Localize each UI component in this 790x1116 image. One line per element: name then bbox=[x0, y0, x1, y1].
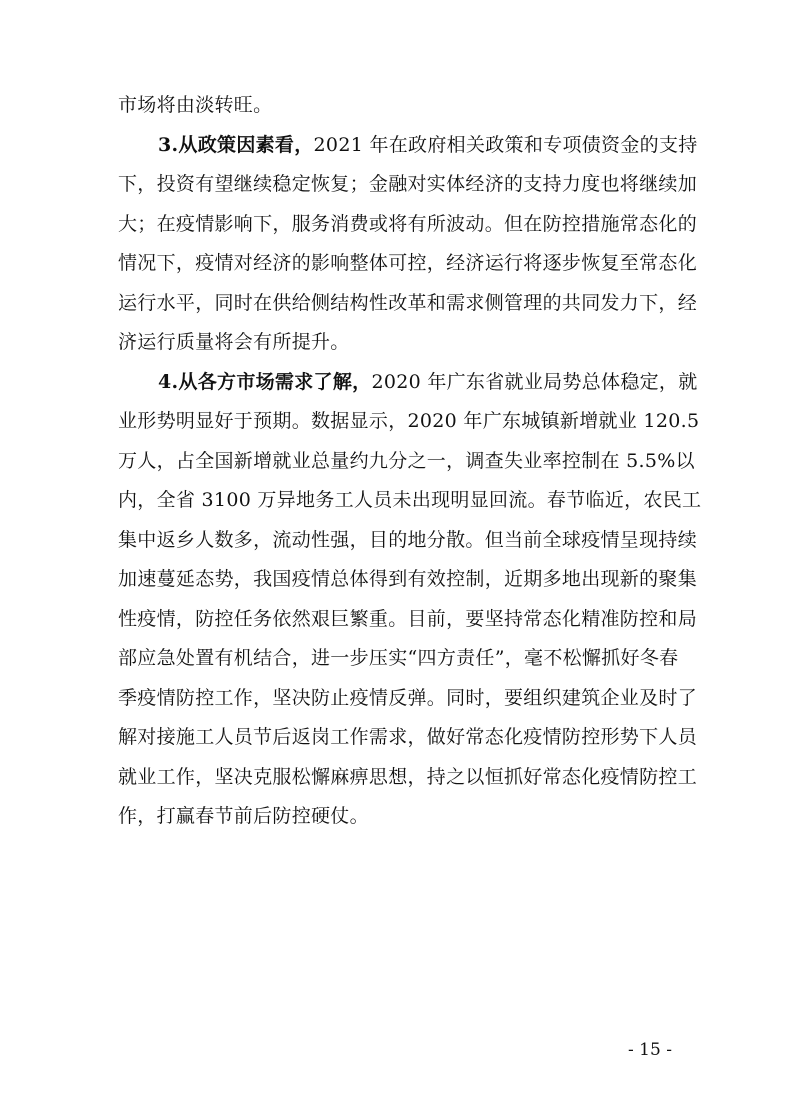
paragraph-line: 解对接施工人员节后返岗工作需求，做好常态化疫情防控形势下人员 bbox=[118, 726, 698, 748]
paragraph-line: 情况下，疫情对经济的影响整体可控，经济运行将逐步恢复至常态化 bbox=[118, 252, 698, 274]
page-number: - 15 - bbox=[628, 1040, 672, 1060]
paragraph-line: 济运行质量将会有所提升。 bbox=[118, 331, 350, 353]
paragraph-line: 内，全省 3100 万异地务工人员未出现明显回流。春节临近，农民工 bbox=[118, 489, 702, 511]
paragraph-line: 运行水平，同时在供给侧结构性改革和需求侧管理的共同发力下，经 bbox=[118, 291, 698, 314]
paragraph-line: 业形势明显好于预期。数据显示，2020 年广东城镇新增就业 120.5 bbox=[118, 410, 700, 432]
paragraph-text: 2021 年在政府相关政策和专项债资金的支持 bbox=[313, 133, 698, 156]
paragraph-line: 加速蔓延态势，我国疫情总体得到有效控制，近期多地出现新的聚集 bbox=[118, 568, 698, 590]
paragraph-line: 集中返乡人数多，流动性强，目的地分散。但当前全球疫情呈现持续 bbox=[118, 528, 698, 551]
paragraph-line: 季疫情防控工作，坚决防止疫情反弹。同时，要组织建筑企业及时了 bbox=[118, 686, 698, 709]
paragraph-line bbox=[118, 126, 698, 166]
paragraph-line: 作，打赢春节前后防控硬仗。 bbox=[118, 805, 369, 827]
body-text bbox=[118, 86, 702, 837]
paragraph-line bbox=[118, 363, 698, 403]
paragraph-line: 就业工作，坚决克服松懈麻痹思想，持之以恒抓好常态化疫情防控工 bbox=[118, 765, 698, 788]
paragraph-line: 下，投资有望继续稳定恢复；金融对实体经济的支持力度也将继续加 bbox=[118, 173, 698, 195]
paragraph-line: 万人，占全国新增就业总量约九分之一，调查失业率控制在 5.5%以 bbox=[118, 449, 695, 472]
paragraph-line: 性疫情，防控任务依然艰巨繁重。目前，要坚持常态化精准防控和局 bbox=[118, 607, 698, 630]
paragraph-text: 2020 年广东省就业局势总体稳定，就 bbox=[371, 370, 698, 393]
section-heading: 3.从政策因素看， bbox=[158, 133, 314, 156]
paragraph-line: 大；在疫情影响下，服务消费或将有所波动。但在防控措施常态化的 bbox=[118, 212, 698, 235]
paragraph-line: 部应急处置有机结合，进一步压实“四方责任”，毫不松懈抓好冬春 bbox=[118, 647, 679, 669]
section-heading: 4.从各方市场需求了解， bbox=[158, 370, 372, 393]
paragraph-line: 市场将由淡转旺。 bbox=[118, 94, 273, 116]
